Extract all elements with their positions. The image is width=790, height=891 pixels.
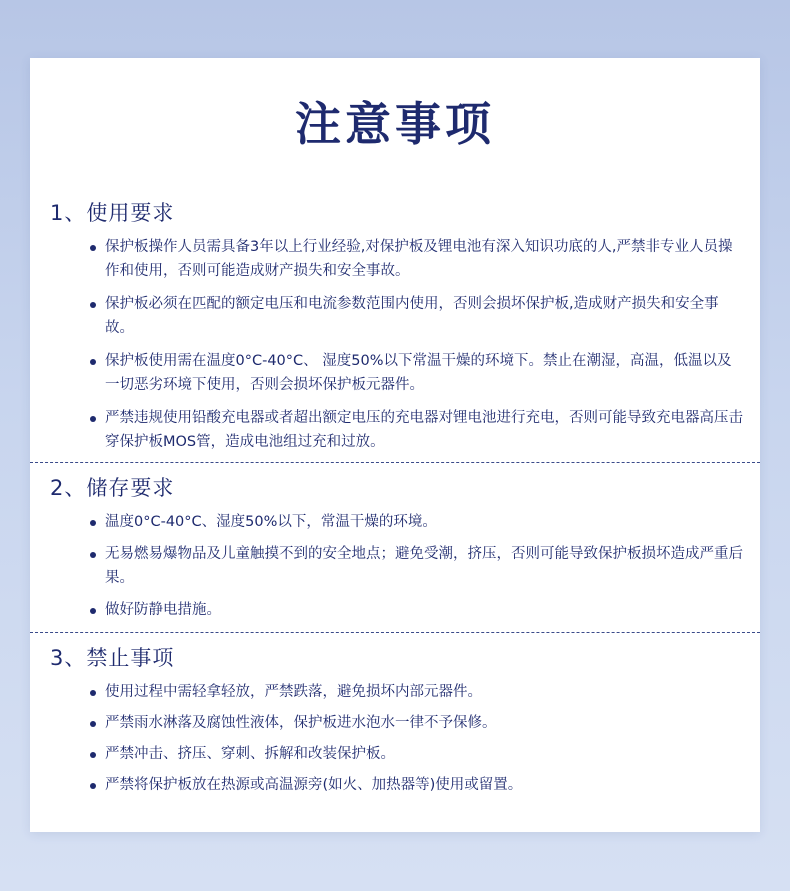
bullet-icon: [90, 520, 96, 526]
bullet-icon: [90, 245, 96, 251]
bullet-icon: [90, 690, 96, 696]
list-item: [30, 598, 760, 622]
list-item: [30, 235, 760, 283]
bullet-icon: [90, 552, 96, 558]
list-item-text: 使用过程中需轻拿轻放，严禁跌落，避免损坏内部元器件。: [105, 684, 482, 700]
list-item-text: 严禁将保护板放在热源或高温源旁(如火、加热器等)使用或留置。: [105, 777, 523, 793]
list-item: [30, 510, 760, 534]
section-heading: 1、使用要求: [50, 201, 175, 225]
bullet-icon: [90, 721, 96, 727]
list-item: [30, 349, 760, 397]
list-item: [30, 680, 760, 704]
bullet-icon: [90, 416, 96, 422]
list-item-text: 保护板必须在匹配的额定电压和电流参数范围内使用，否则会损坏保护板,造成财产损失和安全事故。: [105, 296, 719, 336]
list-item: [30, 406, 760, 454]
section-heading: 2、储存要求: [50, 476, 175, 500]
bullet-icon: [90, 752, 96, 758]
list-item: [30, 711, 760, 735]
list-item-text: 严禁冲击、挤压、穿刺、拆解和改装保护板。: [105, 746, 395, 762]
page-title: 注意事项: [295, 97, 495, 151]
list-item-text: 严禁雨水淋落及腐蚀性液体，保护板进水泡水一律不予保修。: [105, 715, 497, 731]
section-usage-requirements: [30, 198, 760, 463]
list-item-text: 做好防静电措施。: [105, 602, 221, 618]
list-item-text: 保护板使用需在温度0°C-40°C、 湿度50%以下常温干燥的环境下。禁止在潮湿，高温，低温以及一切恶劣环境下使用，否则会损坏保护板元器件。: [105, 353, 732, 393]
bullet-list: [30, 235, 760, 454]
bullet-icon: [90, 608, 96, 614]
bullet-icon: [90, 359, 96, 365]
list-item: [30, 742, 760, 766]
bullet-icon: [90, 783, 96, 789]
list-item: [30, 773, 760, 797]
bullet-list: [30, 510, 760, 622]
list-item-text: 严禁违规使用铅酸充电器或者超出额定电压的充电器对锂电池进行充电，否则可能导致充电器高压击穿保护板MOS管，造成电池组过充和过放。: [105, 410, 743, 450]
list-item: [30, 292, 760, 340]
list-item-text: 保护板操作人员需具备3年以上行业经验,对保护板及锂电池有深入知识功底的人,严禁非专业人员操作和使用，否则可能造成财产损失和安全事故。: [105, 239, 733, 279]
section-heading: 3、禁止事项: [50, 646, 175, 670]
section-divider: [30, 632, 760, 633]
section-storage-requirements: [30, 473, 760, 630]
bullet-icon: [90, 302, 96, 308]
bullet-list: [30, 680, 760, 797]
list-item: [30, 542, 760, 590]
list-item-text: 温度0°C-40°C、湿度50%以下，常温干燥的环境。: [105, 514, 437, 530]
list-item-text: 无易燃易爆物品及儿童触摸不到的安全地点；避免受潮，挤压，否则可能导致保护板损坏造成严重后果。: [105, 546, 743, 586]
section-prohibitions: [30, 643, 760, 804]
section-divider: [30, 462, 760, 463]
notice-card: [30, 58, 760, 832]
